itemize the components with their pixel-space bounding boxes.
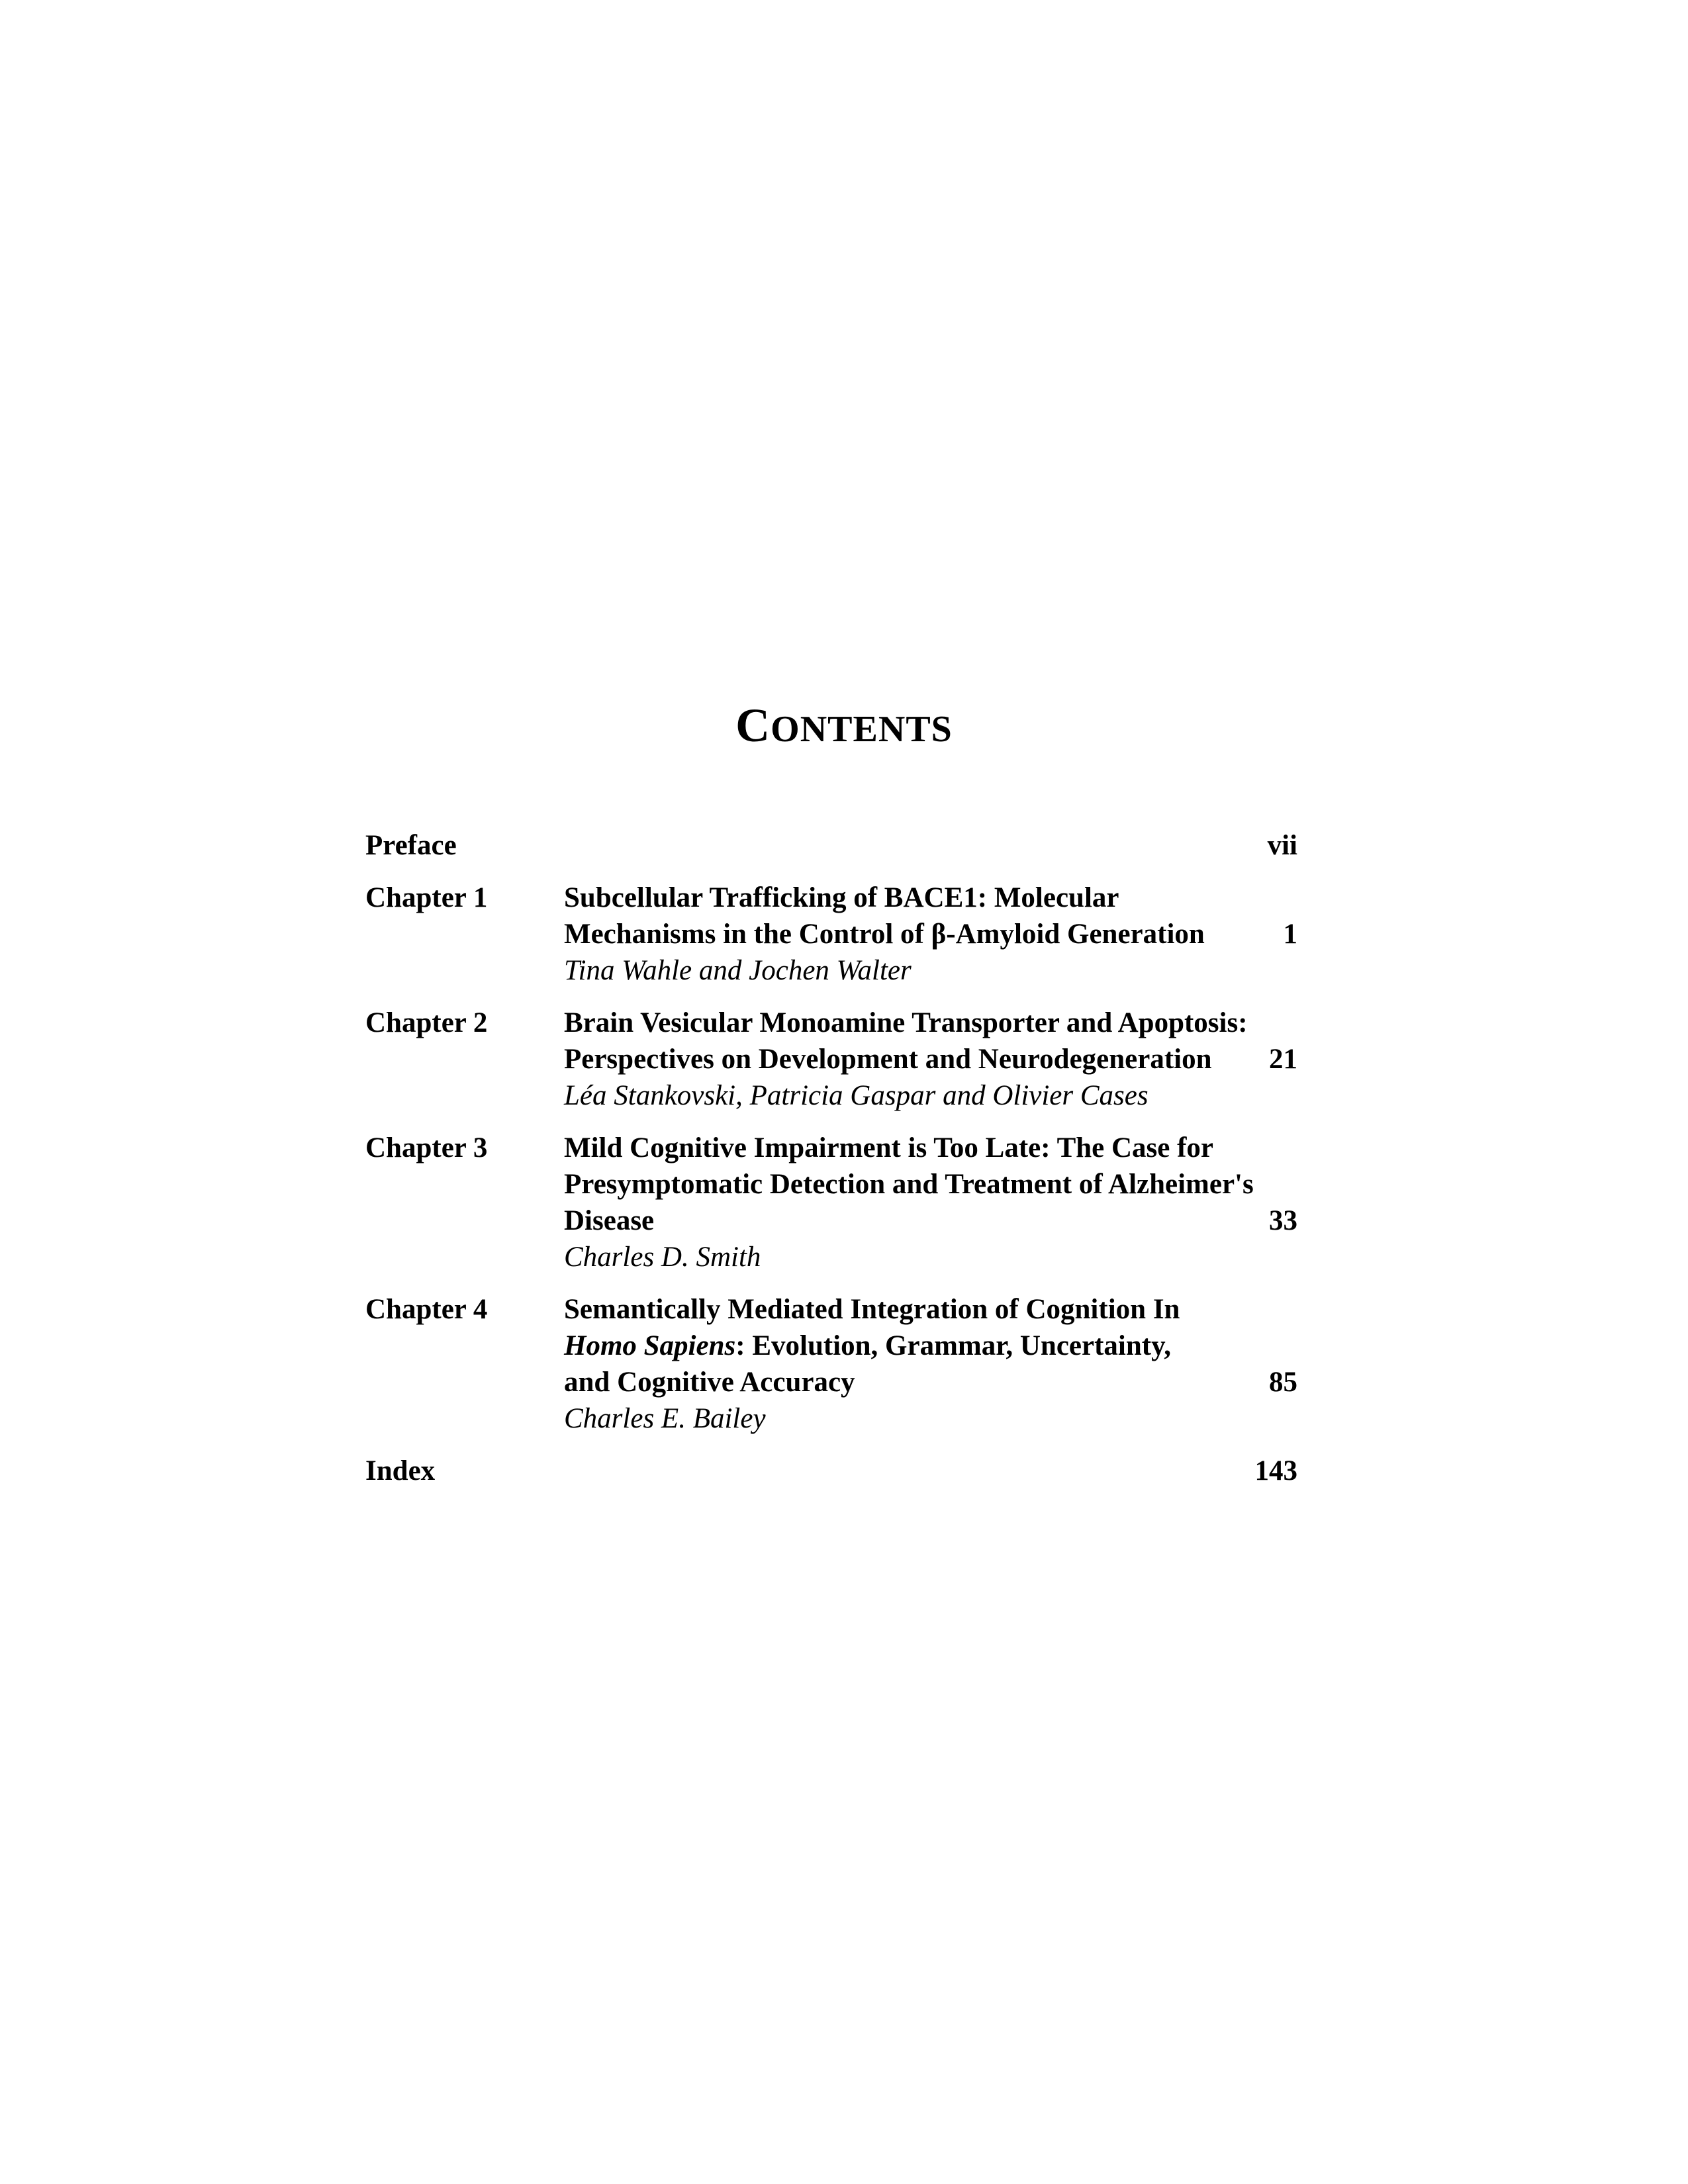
entry-label: Index <box>365 1455 436 1486</box>
toc-entry-chapter-3[interactable] <box>365 1130 1297 1275</box>
title-line: Mechanisms in the Control of β-Amyloid Generation <box>564 919 1205 950</box>
entry-label: Preface <box>365 830 457 861</box>
title-line: Mild Cognitive Impairment is Too Late: The Case for <box>564 1132 1214 1163</box>
entry-label: Chapter 3 <box>365 1132 488 1163</box>
title-line: Subcellular Trafficking of BACE1: Molecular <box>564 882 1119 913</box>
entry-label: Chapter 4 <box>365 1294 488 1325</box>
entry-label: Chapter 2 <box>365 1007 488 1038</box>
title-line: Perspectives on Development and Neurodegeneration <box>564 1044 1212 1075</box>
toc-entry-preface[interactable] <box>365 827 1297 864</box>
toc-entry-chapter-1[interactable] <box>365 880 1297 989</box>
page-number: vii <box>1267 830 1297 861</box>
toc-entry-chapter-2[interactable] <box>365 1005 1297 1114</box>
title-line: Brain Vesicular Monoamine Transporter and Apoptosis: <box>564 1007 1248 1038</box>
chapter-authors: Charles E. Bailey <box>564 1403 766 1434</box>
page-number: 143 <box>1254 1455 1297 1486</box>
title-line-rest: : Evolution, Grammar, Uncertainty, <box>735 1330 1171 1361</box>
chapter-title <box>564 1005 1248 1077</box>
title-line: Semantically Mediated Integration of Cognition In <box>564 1294 1180 1325</box>
chapter-title <box>564 880 1225 952</box>
chapter-authors: Charles D. Smith <box>564 1242 761 1273</box>
page-title <box>0 699 1688 752</box>
table-of-contents <box>365 827 1297 1505</box>
title-line <box>564 1328 1225 1364</box>
toc-entry-index[interactable] <box>365 1453 1297 1489</box>
toc-entry-chapter-4[interactable] <box>365 1291 1297 1437</box>
entry-body <box>564 880 1297 989</box>
title-initial: C <box>735 699 771 752</box>
title-rest: ONTENTS <box>771 709 953 750</box>
title-line: Disease <box>564 1205 655 1236</box>
page-number: 33 <box>1269 1205 1297 1236</box>
entry-body <box>564 1130 1327 1275</box>
page-number: 85 <box>1269 1367 1297 1398</box>
chapter-authors: Léa Stankovski, Patricia Gaspar and Olivier Cases <box>564 1080 1149 1111</box>
page-number: 21 <box>1269 1044 1297 1075</box>
chapter-title <box>564 1291 1225 1400</box>
entry-label: Chapter 1 <box>365 882 488 913</box>
chapter-authors: Tina Wahle and Jochen Walter <box>564 955 912 986</box>
entry-body <box>564 1291 1297 1437</box>
page-number: 1 <box>1283 919 1297 950</box>
entry-body <box>564 1005 1321 1114</box>
chapter-title <box>564 1130 1254 1239</box>
title-line: Presymptomatic Detection and Treatment of Alzheimer's <box>564 1169 1254 1200</box>
title-line: and Cognitive Accuracy <box>564 1367 855 1398</box>
species-name: Homo Sapiens <box>564 1330 736 1361</box>
